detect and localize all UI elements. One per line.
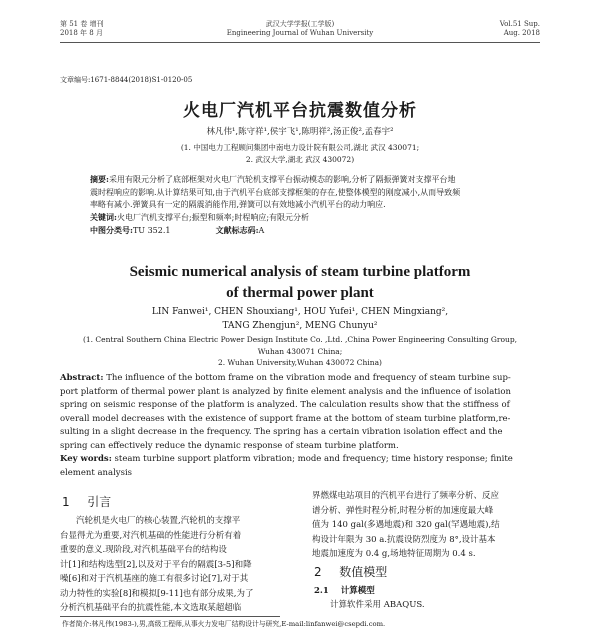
section-title: 数值模型	[339, 565, 388, 579]
abstract-en-line: spring on seismic response of the platform is analyzed. The calculation results show that the stiffness of	[60, 400, 510, 410]
authors-en-line: LIN Fanwei¹, CHEN Shouxiang¹, HOU Yufei¹, CHEN Mingxiang²,	[151, 307, 449, 317]
paragraph-line: 值为 140 gal(多遇地震)和 320 gal(罕遇地震),结	[312, 520, 500, 530]
paragraph-line: 构设计年限为 30 a.抗震设防烈度为 8°,设计基本	[312, 534, 496, 545]
volume-issue: 第 51 卷 增刊	[60, 20, 104, 28]
affiliation-en-line: (1. Central Southern China Electric Power Design Institute Co. ,Ltd. ,China Power Engineering Consulting Group,	[82, 335, 518, 344]
title-en-line: of thermal power plant	[226, 285, 374, 301]
journal-volume-info-en	[500, 20, 540, 38]
paragraph-line: 重要的意义.现阶段,对汽机基础平台的结构设	[60, 545, 227, 555]
left-column-text	[60, 514, 292, 616]
keywords-cn-label: 关键词:	[90, 212, 117, 222]
paragraph-line: 计[1]和结构选型[2],以及对于平台的隔震[3-5]和降	[60, 559, 252, 570]
paragraph-line: 地震加速度为 0.4 g,场地特征周期为 0.4 s.	[312, 549, 476, 559]
subsection-2-1-heading	[314, 584, 375, 596]
abstract-cn-line: 震时程响应的影响.从计算结果可知,由于汽机平台底部支撑框架的存在,使整体模型的刚度减小,从而导致频	[90, 187, 461, 197]
doc-code-label: 文献标志码:	[215, 225, 259, 235]
footnote-rule	[60, 616, 280, 617]
paragraph-line: 动力特性的实验[8]和模拟[9-11]也有部分成果,为了	[60, 588, 254, 599]
affiliation-cn-1: (1. 中国电力工程顾问集团中南电力设计院有限公司,湖北 武汉 430071;	[180, 143, 420, 152]
abstract-en-line: spring can effectively reduce the dynamic response of steam turbine platform.	[60, 440, 399, 451]
paragraph-line: 汽轮机是火电厂的核心装置,汽轮机的支撑平	[76, 516, 241, 526]
section-number: 2	[314, 565, 322, 579]
abstract-en	[60, 372, 540, 480]
doc-code-value: A	[258, 226, 265, 235]
journal-name-en: Engineering Journal of Wuhan University	[226, 29, 374, 37]
abstract-en-line: sulting in a slight decrease in the frequency. The spring has a certain vibration isolation effect and the	[60, 427, 503, 437]
right-column-text	[312, 489, 540, 562]
clc-label: 中图分类号:	[90, 225, 133, 235]
affiliation-en-line: 2. Wuhan University,Wuhan 430072 China)	[218, 358, 382, 367]
paragraph-line: 分析汽机基础平台的抗震性能,本文选取某超超临	[60, 603, 242, 613]
authors-en	[60, 305, 540, 333]
subsection-text: 计算软件采用 ABAQUS.	[330, 600, 425, 610]
journal-volume-info	[60, 20, 104, 38]
subsection-number: 2.1	[314, 586, 329, 596]
section-2-heading	[314, 563, 387, 580]
paragraph-line: 台显得尤为重要,对汽机基础的性能进行分析有着	[60, 530, 242, 541]
paragraph-line: 界燃煤电站项目的汽机平台进行了频率分析、反应	[312, 491, 500, 501]
clc-value: TU 352.1	[132, 226, 171, 235]
article-id: 文章编号:1671-8844(2018)S1-0120-05	[60, 76, 193, 84]
abstract-en-line: port platform of thermal power plant is analyzed by finite element analysis and the influence of isolation	[60, 386, 511, 397]
journal-name	[200, 20, 400, 38]
section-1-heading	[62, 493, 111, 510]
abstract-en-label: Abstract:	[60, 373, 104, 383]
date-en: Aug. 2018	[503, 29, 540, 37]
abstract-cn-label: 摘要:	[90, 174, 109, 184]
journal-name-cn: 武汉大学学报(工学版)	[265, 20, 335, 28]
abstract-en-line: overall model decreases with the existence of support frame at the bottom of steam turbine platform,re-	[60, 413, 511, 424]
keywords-en-label: Key words:	[60, 454, 112, 464]
subsection-title: 计算模型	[340, 586, 375, 596]
section-title: 引言	[87, 495, 112, 509]
title-en	[60, 262, 540, 304]
abstract-cn	[90, 173, 530, 212]
volume-en: Vol.51 Sup.	[499, 20, 540, 28]
author-bio-footnote: 作者简介:林凡伟(1983-),男,高级工程师,从事火力发电厂结构设计与研究,E-mail:linfanwei@csepdi.com.	[62, 620, 386, 628]
affiliation-en	[60, 334, 540, 369]
title-cn: 火电厂汽机平台抗震数值分析	[183, 101, 417, 121]
keywords-en-text: steam turbine support platform vibration; mode and frequency; time history response; finite	[114, 454, 513, 464]
authors-en-line: TANG Zhengjun², MENG Chunyu²	[222, 321, 378, 331]
keywords-cn	[90, 211, 530, 225]
classification-line	[90, 224, 530, 238]
paragraph-line: 谱分析、弹性时程分析,时程分析的加速度最大峰	[312, 505, 494, 516]
affiliation-cn-2: 2. 武汉大学,湖北 武汉 430072)	[245, 155, 355, 164]
keywords-cn-text: 火电厂汽机支撑平台;振型和频率;时程响应;有限元分析	[116, 213, 310, 222]
title-en-line: Seismic numerical analysis of steam turbine platform	[129, 264, 471, 280]
abstract-en-line: The influence of the bottom frame on the vibration mode and frequency of steam turbine sup-	[106, 373, 511, 383]
header-rule	[60, 42, 540, 43]
abstract-cn-line: 采用有限元分析了底部框架对火电厂汽轮机支撑平台振动模态的影响,分析了隔振弹簧对支撑平台地	[108, 175, 456, 184]
abstract-cn-line: 率略有减小.弹簧具有一定的隔震消能作用,弹簧可以有效地减小汽机平台的动力响应.	[90, 200, 386, 209]
keywords-en-text: element analysis	[60, 467, 133, 478]
section-number: 1	[62, 495, 70, 509]
authors-cn: 林凡伟¹,陈守祥¹,侯宇飞¹,陈明祥²,汤正俊²,孟春宇²	[206, 127, 394, 137]
paragraph-line: 噪[6]和对于汽机基座的施工有很多讨论[7],对于其	[60, 574, 249, 584]
publication-date: 2018 年 8 月	[60, 29, 103, 37]
affiliation-en-line: Wuhan 430071 China;	[257, 346, 343, 356]
